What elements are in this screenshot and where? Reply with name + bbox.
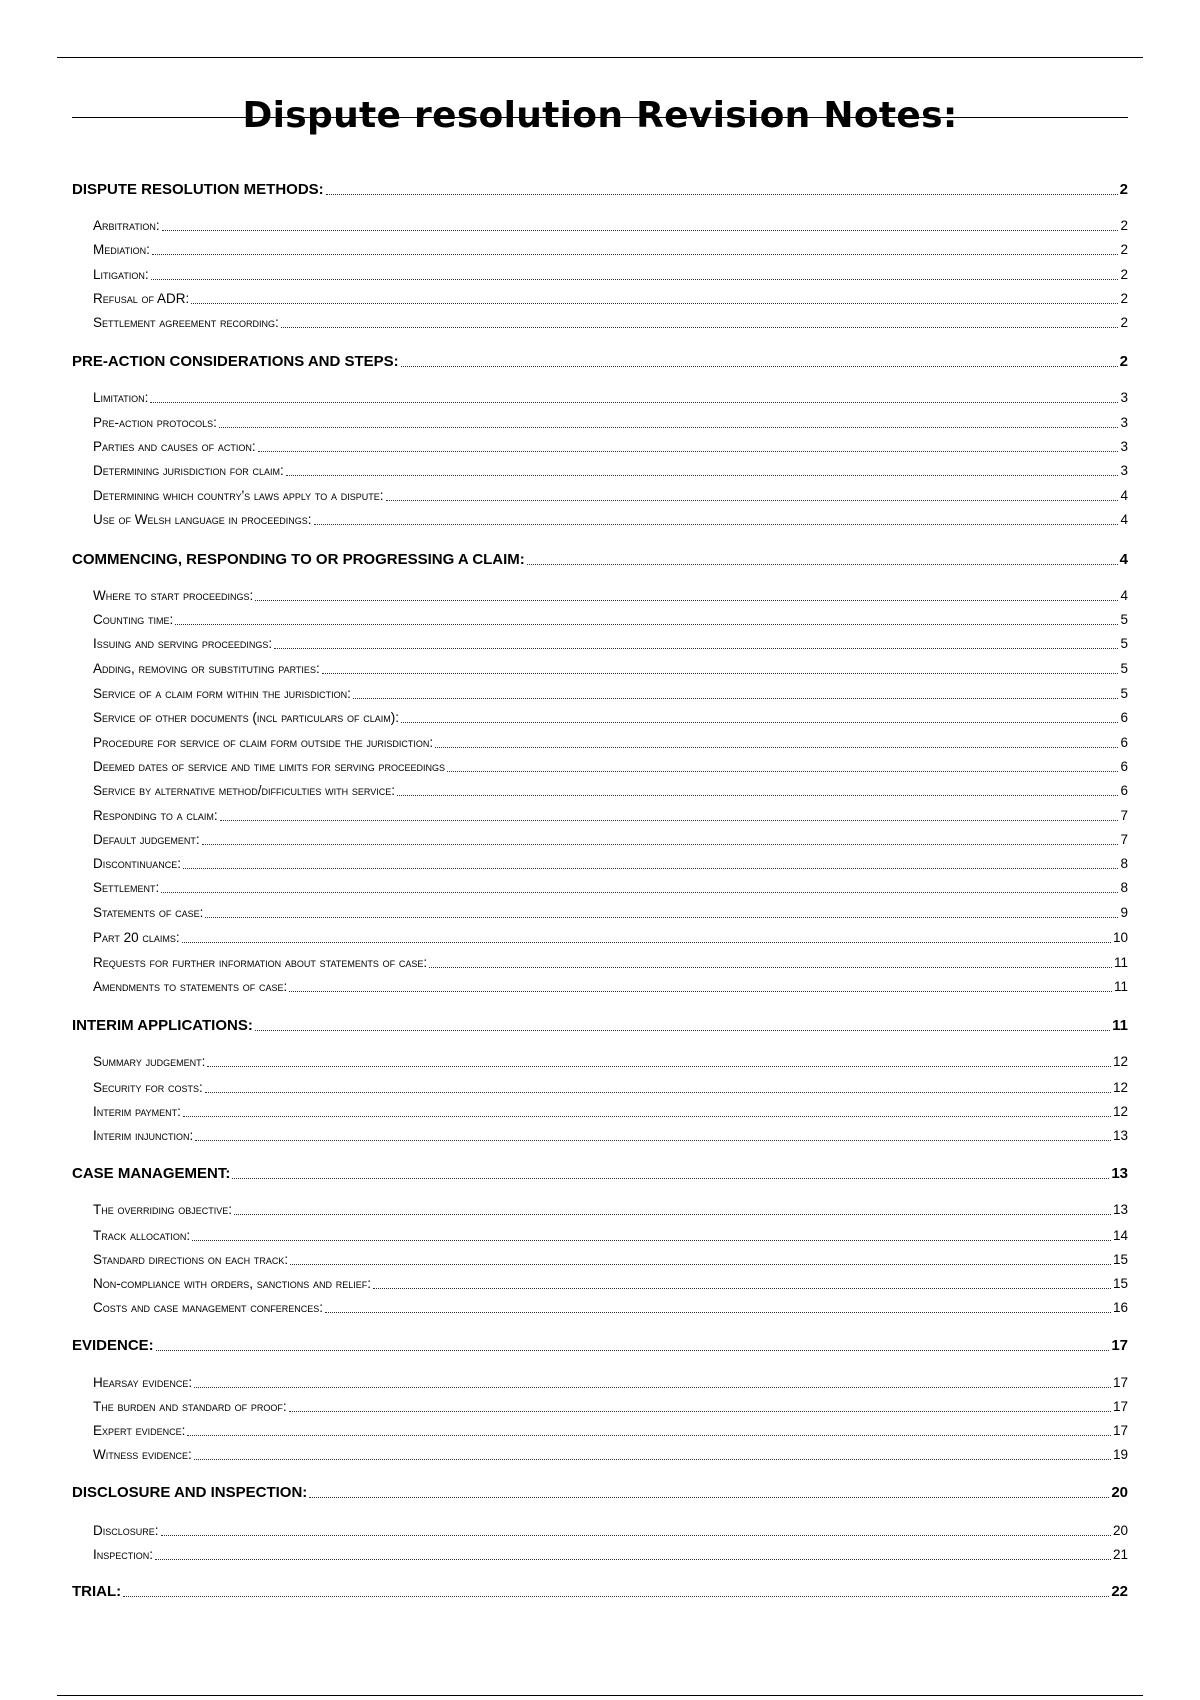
dot-leader bbox=[187, 1435, 1111, 1436]
toc-entry-determining-jurisdiction[interactable] bbox=[93, 461, 1128, 481]
toc-section-case-management[interactable] bbox=[72, 1164, 1128, 1184]
toc-entry-mediation[interactable] bbox=[93, 240, 1128, 260]
toc-section-evidence[interactable] bbox=[72, 1336, 1128, 1356]
toc-page-number: 4 bbox=[1120, 588, 1128, 603]
toc-page-number: 3 bbox=[1120, 439, 1128, 454]
toc-page-number: 13 bbox=[1111, 1165, 1128, 1182]
dot-leader bbox=[289, 1411, 1111, 1412]
dot-leader bbox=[429, 967, 1112, 968]
toc-entry-inspection[interactable] bbox=[93, 1545, 1128, 1565]
toc-entry-arbitration[interactable] bbox=[93, 216, 1128, 236]
toc-entry-service-other-documents[interactable] bbox=[93, 708, 1128, 728]
toc-entry-interim-injunction[interactable] bbox=[93, 1126, 1128, 1146]
dot-leader bbox=[123, 1596, 1109, 1597]
dot-leader bbox=[232, 1178, 1109, 1179]
toc-entry-overriding-objective[interactable] bbox=[93, 1200, 1128, 1220]
toc-entry-label: Arbitration: bbox=[93, 218, 160, 233]
toc-page-number: 6 bbox=[1120, 735, 1128, 750]
dot-leader bbox=[309, 1497, 1109, 1498]
dot-leader bbox=[195, 1140, 1111, 1141]
document-title: Dispute resolution Revision Notes: bbox=[242, 95, 958, 137]
toc-section-label: COMMENCING, RESPONDING TO OR PROGRESSING A CLAIM: bbox=[72, 551, 525, 568]
toc-section-label: CASE MANAGEMENT: bbox=[72, 1165, 231, 1182]
toc-page-number: 20 bbox=[1111, 1484, 1128, 1501]
toc-page-number: 5 bbox=[1120, 636, 1128, 651]
toc-entry-requests-further-info[interactable] bbox=[93, 953, 1128, 973]
toc-entry-label: The overriding objective: bbox=[93, 1202, 233, 1217]
toc-entry-label: Expert evidence: bbox=[93, 1423, 186, 1438]
toc-section-label: INTERIM APPLICATIONS: bbox=[72, 1017, 253, 1034]
toc-entry-label: Settlement: bbox=[93, 880, 160, 895]
toc-entry-label: Procedure for service of claim form outside the jurisdiction: bbox=[93, 735, 434, 750]
toc-entry-witness-evidence[interactable] bbox=[93, 1445, 1128, 1465]
toc-entry-default-judgement[interactable] bbox=[93, 830, 1128, 850]
toc-entry-counting-time[interactable] bbox=[93, 610, 1128, 630]
dot-leader bbox=[220, 820, 1119, 821]
toc-page-number: 2 bbox=[1120, 267, 1128, 282]
toc-entry-security-for-costs[interactable] bbox=[93, 1078, 1128, 1098]
toc-entry-settlement[interactable] bbox=[93, 878, 1128, 898]
dot-leader bbox=[161, 892, 1118, 893]
toc-entry-settlement-agreement-recording[interactable] bbox=[93, 313, 1128, 333]
toc-page-number: 2 bbox=[1119, 353, 1128, 370]
toc-page-number: 9 bbox=[1120, 905, 1128, 920]
toc-entry-summary-judgement[interactable] bbox=[93, 1052, 1128, 1072]
toc-page-number: 4 bbox=[1119, 551, 1128, 568]
toc-entry-label: Determining which country's laws apply to a dispute: bbox=[93, 488, 384, 503]
dot-leader bbox=[386, 500, 1119, 501]
dot-leader bbox=[156, 1350, 1110, 1351]
dot-leader bbox=[182, 942, 1111, 943]
toc-page-number: 12 bbox=[1112, 1080, 1128, 1095]
toc-entry-disclosure[interactable] bbox=[93, 1521, 1128, 1541]
toc-entry-label: Issuing and serving proceedings: bbox=[93, 636, 273, 651]
dot-leader bbox=[314, 524, 1119, 525]
toc-entry-label: Mediation: bbox=[93, 242, 150, 257]
toc-entry-label: Costs and case management conferences: bbox=[93, 1300, 324, 1315]
toc-page-number: 2 bbox=[1120, 218, 1128, 233]
dot-leader bbox=[322, 673, 1119, 674]
page-top-rule bbox=[57, 57, 1143, 58]
dot-leader bbox=[255, 1030, 1110, 1031]
toc-entry-label: Hearsay evidence: bbox=[93, 1375, 193, 1390]
dot-leader bbox=[194, 1387, 1111, 1388]
toc-entry-label: Non-compliance with orders, sanctions and relief: bbox=[93, 1276, 372, 1291]
toc-entry-label: Settlement agreement recording: bbox=[93, 315, 279, 330]
dot-leader bbox=[205, 1092, 1111, 1093]
dot-leader bbox=[183, 1116, 1111, 1117]
toc-page-number: 12 bbox=[1112, 1104, 1128, 1119]
toc-entry-adding-parties[interactable] bbox=[93, 659, 1128, 679]
toc-section-interim-applications[interactable] bbox=[72, 1016, 1128, 1036]
toc-entry-label: Deemed dates of service and time limits for serving proceedings bbox=[93, 759, 446, 774]
dot-leader bbox=[161, 1535, 1111, 1536]
toc-entry-part-20-claims[interactable] bbox=[93, 928, 1128, 948]
toc-page-number: 13 bbox=[1112, 1202, 1128, 1217]
toc-page-number: 14 bbox=[1112, 1228, 1128, 1243]
dot-leader bbox=[281, 327, 1119, 328]
toc-entry-alternative-service[interactable] bbox=[93, 781, 1128, 801]
toc-page-number: 19 bbox=[1112, 1447, 1128, 1462]
toc-entry-label: Limitation: bbox=[93, 390, 149, 405]
toc-entry-track-allocation[interactable] bbox=[93, 1226, 1128, 1246]
toc-entry-label: Service of other documents (incl particulars of claim): bbox=[93, 710, 400, 725]
toc-entry-label: Inspection: bbox=[93, 1547, 154, 1562]
toc-entry-applicable-law[interactable] bbox=[93, 486, 1128, 506]
toc-section-label: DISCLOSURE AND INSPECTION: bbox=[72, 1484, 308, 1501]
dot-leader bbox=[289, 991, 1112, 992]
toc-entry-where-to-start[interactable] bbox=[93, 586, 1128, 606]
toc-page-number: 16 bbox=[1112, 1300, 1128, 1315]
toc-page-number: 22 bbox=[1111, 1583, 1128, 1600]
dot-leader bbox=[258, 451, 1119, 452]
toc-entry-label: Discontinuance: bbox=[93, 856, 182, 871]
toc-page-number: 7 bbox=[1120, 808, 1128, 823]
dot-leader bbox=[255, 600, 1118, 601]
toc-page-number: 5 bbox=[1120, 661, 1128, 676]
toc-entry-label: Adding, removing or substituting parties: bbox=[93, 661, 320, 676]
toc-entry-deemed-dates[interactable] bbox=[93, 757, 1128, 777]
dot-leader bbox=[162, 230, 1119, 231]
dot-leader bbox=[234, 1214, 1111, 1215]
toc-entry-non-compliance[interactable] bbox=[93, 1274, 1128, 1294]
toc-entry-label: Pre-action protocols: bbox=[93, 415, 217, 430]
toc-entry-label: Responding to a claim: bbox=[93, 808, 218, 823]
toc-page-number: 7 bbox=[1120, 832, 1128, 847]
toc-entry-label: Standard directions on each track: bbox=[93, 1252, 289, 1267]
dot-leader bbox=[207, 1066, 1111, 1067]
toc-page-number: 3 bbox=[1120, 390, 1128, 405]
toc-page-number: 4 bbox=[1120, 488, 1128, 503]
dot-leader bbox=[202, 844, 1119, 845]
dot-leader bbox=[192, 1240, 1111, 1241]
toc-entry-label: Default judgement: bbox=[93, 832, 200, 847]
toc-entry-label: Litigation: bbox=[93, 267, 149, 282]
toc-entry-costs-conferences[interactable] bbox=[93, 1298, 1128, 1318]
toc-entry-label: Statements of case: bbox=[93, 905, 204, 920]
dot-leader bbox=[152, 254, 1119, 255]
toc-section-label: DISPUTE RESOLUTION METHODS: bbox=[72, 181, 324, 198]
dot-leader bbox=[286, 475, 1119, 476]
toc-entry-issuing-serving[interactable] bbox=[93, 634, 1128, 654]
dot-leader bbox=[191, 303, 1118, 304]
toc-section-disclosure-inspection[interactable] bbox=[72, 1483, 1128, 1503]
toc-entry-parties-and-causes[interactable] bbox=[93, 437, 1128, 457]
toc-page-number: 6 bbox=[1120, 710, 1128, 725]
toc-section-label: PRE-ACTION CONSIDERATIONS AND STEPS: bbox=[72, 353, 399, 370]
toc-page-number: 15 bbox=[1112, 1252, 1128, 1267]
toc-page-number: 11 bbox=[1113, 979, 1128, 994]
toc-page-number: 13 bbox=[1112, 1128, 1128, 1143]
toc-entry-label: Interim injunction: bbox=[93, 1128, 194, 1143]
toc-entry-label: Disclosure: bbox=[93, 1523, 159, 1538]
toc-page-number: 17 bbox=[1111, 1337, 1128, 1354]
toc-page-number: 15 bbox=[1112, 1276, 1128, 1291]
dot-leader bbox=[194, 1459, 1111, 1460]
toc-page-number: 5 bbox=[1120, 612, 1128, 627]
toc-entry-label: Interim payment: bbox=[93, 1104, 181, 1119]
dot-leader bbox=[353, 698, 1119, 699]
toc-page-number: 17 bbox=[1112, 1375, 1128, 1390]
dot-leader bbox=[205, 917, 1118, 918]
toc-page-number: 17 bbox=[1112, 1423, 1128, 1438]
dot-leader bbox=[325, 1312, 1111, 1313]
dot-leader bbox=[397, 795, 1119, 796]
page-bottom-rule bbox=[57, 1695, 1143, 1696]
toc-entry-label: Summary judgement: bbox=[93, 1054, 206, 1069]
toc-page-number: 2 bbox=[1119, 181, 1128, 198]
toc-entry-label: Security for costs: bbox=[93, 1080, 203, 1095]
toc-page-number: 12 bbox=[1112, 1054, 1128, 1069]
toc-entry-label: Amendments to statements of case: bbox=[93, 979, 288, 994]
dot-leader bbox=[151, 279, 1119, 280]
toc-page-number: 21 bbox=[1112, 1547, 1128, 1562]
toc-page-number: 17 bbox=[1112, 1399, 1128, 1414]
toc-page-number: 4 bbox=[1120, 512, 1128, 527]
toc-entry-label: Counting time: bbox=[93, 612, 174, 627]
toc-entry-welsh-language[interactable] bbox=[93, 510, 1128, 530]
dot-leader bbox=[183, 868, 1118, 869]
dot-leader bbox=[401, 722, 1118, 723]
toc-entry-label: Requests for further information about statements of case: bbox=[93, 955, 428, 970]
toc-entry-service-outside-jurisdiction[interactable] bbox=[93, 733, 1128, 753]
dot-leader bbox=[150, 402, 1118, 403]
dot-leader bbox=[290, 1264, 1111, 1265]
toc-entry-litigation[interactable] bbox=[93, 265, 1128, 285]
dot-leader bbox=[401, 366, 1118, 367]
toc-entry-burden-of-proof[interactable] bbox=[93, 1397, 1128, 1417]
toc-page-number: 8 bbox=[1120, 856, 1128, 871]
toc-section-commencing-claim[interactable] bbox=[72, 550, 1128, 570]
toc-page-number: 20 bbox=[1112, 1523, 1128, 1538]
toc-entry-interim-payment[interactable] bbox=[93, 1102, 1128, 1122]
toc-entry-discontinuance[interactable] bbox=[93, 854, 1128, 874]
toc-page-number: 3 bbox=[1120, 415, 1128, 430]
toc-entry-service-within-jurisdiction[interactable] bbox=[93, 684, 1128, 704]
toc-page-number: 10 bbox=[1112, 930, 1128, 945]
toc-entry-responding-to-claim[interactable] bbox=[93, 806, 1128, 826]
toc-section-dispute-resolution-methods[interactable] bbox=[72, 180, 1128, 200]
dot-leader bbox=[373, 1288, 1111, 1289]
toc-entry-label: Track allocation: bbox=[93, 1228, 191, 1243]
toc-entry-label: Determining jurisdiction for claim: bbox=[93, 463, 284, 478]
toc-entry-label: The burden and standard of proof: bbox=[93, 1399, 287, 1414]
toc-page-number: 6 bbox=[1120, 783, 1128, 798]
toc-page-number: 8 bbox=[1120, 880, 1128, 895]
dot-leader bbox=[219, 427, 1119, 428]
toc-entry-label: Service of a claim form within the jurisdiction: bbox=[93, 686, 351, 701]
toc-entry-hearsay[interactable] bbox=[93, 1373, 1128, 1393]
toc-page-number: 5 bbox=[1120, 686, 1128, 701]
dot-leader bbox=[175, 624, 1118, 625]
dot-leader bbox=[326, 194, 1118, 195]
toc-entry-label: Use of Welsh language in proceedings: bbox=[93, 512, 312, 527]
toc-entry-label: Refusal of ADR: bbox=[93, 291, 190, 306]
toc-entry-expert-evidence[interactable] bbox=[93, 1421, 1128, 1441]
toc-page-number: 3 bbox=[1120, 463, 1128, 478]
title-underline bbox=[72, 117, 1128, 118]
dot-leader bbox=[274, 648, 1118, 649]
toc-page-number: 2 bbox=[1120, 242, 1128, 257]
toc-entry-limitation[interactable] bbox=[93, 388, 1128, 408]
toc-entry-label: Where to start proceedings: bbox=[93, 588, 254, 603]
toc-page-number: 2 bbox=[1120, 315, 1128, 330]
dot-leader bbox=[155, 1559, 1111, 1560]
toc-section-pre-action[interactable] bbox=[72, 352, 1128, 372]
toc-entry-label: Part 20 claims: bbox=[93, 930, 180, 945]
toc-section-label: EVIDENCE: bbox=[72, 1337, 154, 1354]
toc-page-number: 2 bbox=[1120, 291, 1128, 306]
dot-leader bbox=[435, 747, 1118, 748]
toc-entry-pre-action-protocols[interactable] bbox=[93, 413, 1128, 433]
toc-page-number: 11 bbox=[1113, 955, 1128, 970]
toc-entry-amendments[interactable] bbox=[93, 977, 1128, 997]
toc-page-number: 6 bbox=[1120, 759, 1128, 774]
dot-leader bbox=[447, 771, 1118, 772]
toc-entry-label: Witness evidence: bbox=[93, 1447, 192, 1462]
toc-entry-standard-directions[interactable] bbox=[93, 1250, 1128, 1270]
dot-leader bbox=[527, 564, 1118, 565]
toc-page-number: 11 bbox=[1112, 1017, 1128, 1034]
toc-entry-label: Parties and causes of action: bbox=[93, 439, 256, 454]
toc-section-trial[interactable] bbox=[72, 1582, 1128, 1602]
toc-entry-statements-of-case[interactable] bbox=[93, 903, 1128, 923]
toc-entry-refusal-of-adr[interactable] bbox=[93, 289, 1128, 309]
toc-section-label: TRIAL: bbox=[72, 1583, 122, 1600]
toc-entry-label: Service by alternative method/difficulties with service: bbox=[93, 783, 395, 798]
